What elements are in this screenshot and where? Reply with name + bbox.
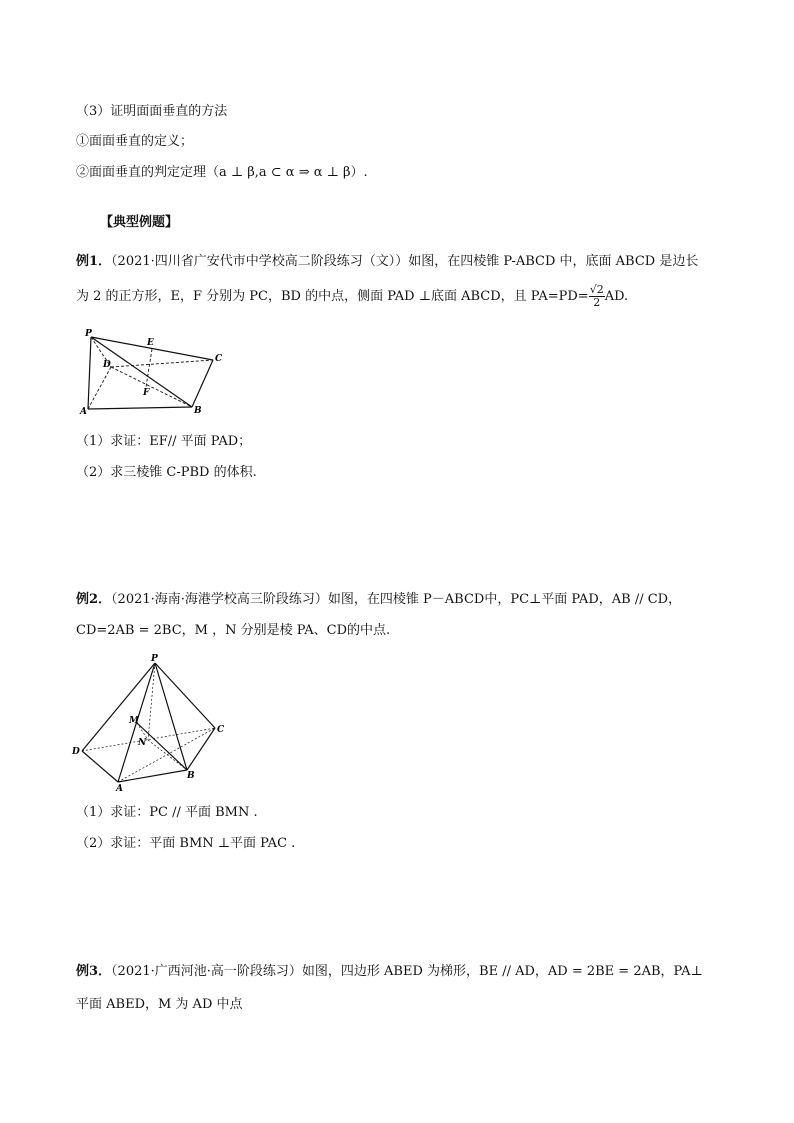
section3-item1: ①面面垂直的定义； — [76, 134, 194, 149]
ex2-point-label: M — [129, 716, 139, 726]
ex2-question2: （2）求证：平面 BMN ⊥平面 PAC . — [76, 836, 296, 851]
ex2-point-label: N — [138, 738, 147, 748]
ex1-point-label: A — [80, 407, 87, 415]
ex1-point-label: P — [85, 329, 92, 339]
ex2-pyramid-figure — [70, 652, 230, 792]
ex1-line1-text: （2021·四川省广安代市中学校高二阶段练习（文））如图，在四棱锥 P-ABCD 中，底面 ABCD 是边长 — [111, 254, 699, 269]
ex2-point-label: A — [116, 784, 123, 792]
ex1-point-label: C — [215, 354, 223, 364]
ex2-point-label: B — [187, 771, 195, 781]
ex2-line1 — [76, 591, 681, 609]
fraction-denominator: 2 — [593, 296, 601, 309]
ex2-point-label: P — [151, 654, 158, 664]
section3-item2: ②面面垂直的判定定理（a ⊥ β,a ⊂ α ⇒ α ⊥ β）. — [76, 165, 368, 180]
ex1-line1 — [76, 253, 698, 271]
ex1-line2-post: AD. — [604, 289, 629, 304]
ex1-line2-pre: 为 2 的正方形，E，F 分别为 PC，BD 的中点，侧面 PAD ⊥底面 ABCD，且 PA=PD= — [76, 289, 589, 304]
ex3-line2: 平面 ABED，M 为 AD 中点 — [76, 997, 243, 1012]
ex2-line2: CD=2AB = 2BC，M ，N 分别是棱 PA、CD的中点. — [76, 623, 391, 638]
ex1-question1: （1）求证：EF// 平面 PAD； — [76, 434, 252, 449]
ex1-line2 — [76, 284, 628, 309]
ex1-point-label: D — [103, 360, 111, 370]
sqrt2-over-2-fraction — [589, 284, 605, 309]
ex3-label: 例3． — [76, 964, 112, 979]
ex3-line1-text: （2021·广西河池·高一阶段练习）如图，四边形 ABED 为梯形，BE // AD，AD = 2BE = 2AB，PA⊥ — [111, 964, 703, 979]
ex1-point-label: E — [147, 338, 154, 348]
ex1-question2: （2）求三棱锥 C-PBD 的体积. — [76, 465, 257, 480]
section3-title: （3）证明面面垂直的方法 — [76, 104, 228, 119]
ex1-point-label: B — [194, 406, 202, 415]
ex1-pyramid-figure — [76, 325, 226, 415]
ex1-label: 例1． — [76, 254, 112, 269]
fraction-numerator: √2 — [589, 283, 604, 296]
ex2-point-label: D — [72, 747, 80, 757]
ex3-line1 — [76, 963, 703, 981]
typical-examples-heading: 【典型例题】 — [100, 215, 179, 230]
ex2-question1: （1）求证：PC // 平面 BMN . — [76, 805, 258, 820]
ex2-label: 例2． — [76, 592, 112, 607]
ex2-point-label: C — [217, 725, 225, 735]
ex2-line1-text: （2021·海南·海港学校高三阶段练习）如图，在四棱锥 P－ABCD中，PC⊥平面 PAD，AB // CD， — [111, 592, 682, 607]
ex1-point-label: F — [143, 388, 150, 398]
